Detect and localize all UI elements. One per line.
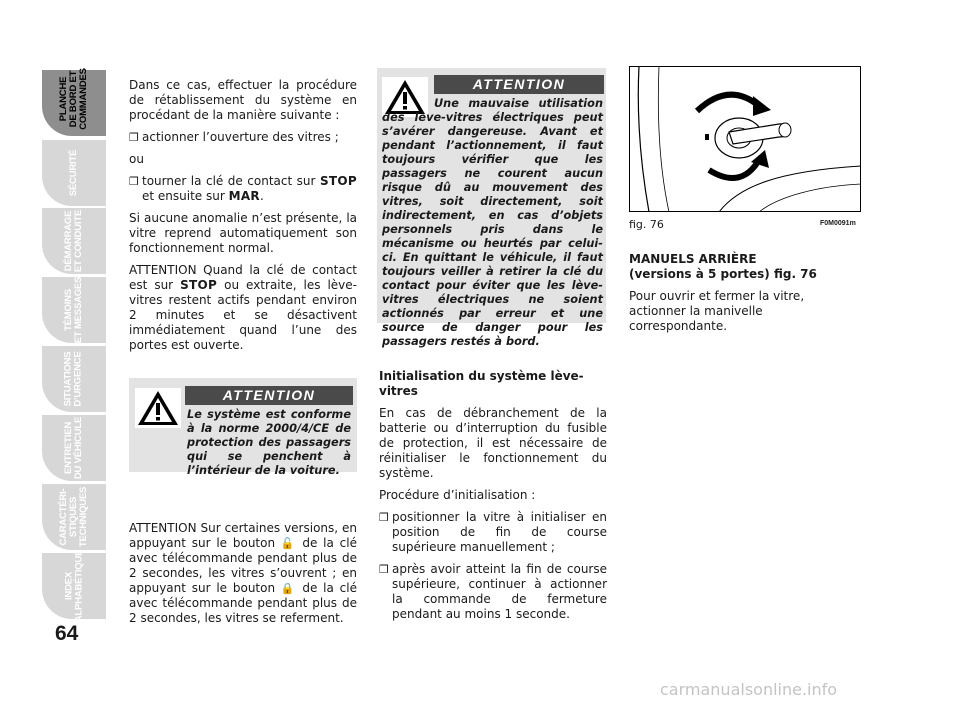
tab-label: PLANCHE DE BORD ET COMMANDES (57, 68, 89, 130)
padlock-closed-icon: 🔒 (280, 582, 297, 595)
section-heading: Initialisation du système lève-vitres (379, 369, 584, 398)
tab-label: TÉMOINS ET MESSAGES (63, 276, 84, 344)
tab-label: SITUATIONS D’URGENCE (63, 351, 84, 407)
or-text: ou (129, 152, 144, 166)
tab-securite[interactable] (42, 140, 106, 206)
tab-planche-de-bord[interactable] (42, 70, 106, 136)
checkbox-bullet-icon: ❒ (129, 131, 139, 144)
intro-paragraph: Dans ce cas, effectuer la procédure de rétablissement du système en procédant de la manière suivante : (129, 78, 357, 122)
left-column-bottom (129, 521, 357, 633)
page-number: 64 (55, 622, 79, 645)
list-item (129, 174, 357, 204)
section-subheading: (versions à 5 portes) fig. 76 (629, 267, 817, 281)
checkbox-bullet-icon: ❒ (379, 563, 389, 576)
list-item (129, 130, 357, 145)
list-item (379, 510, 607, 555)
right-column (629, 252, 861, 341)
tab-label: CARACTÉRI- STIQUES TECHNIQUES (57, 486, 89, 548)
attention-banner: ATTENTION (434, 75, 604, 94)
list-item-text: tourner la clé de contact sur STOP et ensuite sur MAR. (142, 174, 357, 203)
watermark: carmanualsonline.info (660, 680, 838, 699)
remote-key-paragraph: ATTENTION Sur certaines versions, en appuyant sur le bouton 🔓 de la clé avec télécommande pendant plus de 2 secondes, les vitres s’ouvrent ; en appuyant sur le bouton 🔒 de la clé avec télécommande pendant plus de 2 secondes, les vitres se referment. (129, 521, 357, 625)
list-item-text: après avoir atteint la fin de course supérieure, continuer à actionner la commande de fermeture pendant au moins 1 seconde. (392, 562, 607, 621)
tab-label: DÉMARRAGE ET CONDUITE (62, 209, 84, 273)
paragraph: Pour ouvrir et fermer la vitre, actionner la manivelle correspondante. (629, 289, 805, 333)
tab-situations-urgence[interactable] (42, 346, 106, 412)
figure-window-crank (629, 66, 861, 212)
attention-box-right (377, 68, 606, 348)
tab-label: SÉCURITÉ (68, 149, 79, 197)
tab-index[interactable] (42, 549, 106, 623)
checkbox-bullet-icon: ❒ (379, 511, 389, 524)
tab-caracteristiques[interactable] (42, 484, 106, 550)
paragraph: En cas de débranchement de la batterie ou d’interruption du fusible de protection, il est nécessaire de réinitialiser le fonctionnement du système. (379, 406, 607, 480)
left-column-top (129, 78, 357, 360)
checkbox-bullet-icon: ❒ (129, 175, 139, 188)
attention-text: Le système est conforme à la norme 2000/4/CE de protection des passagers qui se penchent à l’intérieur de la voiture. (187, 408, 351, 477)
middle-column (379, 369, 607, 629)
attention-box-left (129, 378, 357, 477)
section-heading: MANUELS ARRIÈRE (629, 252, 757, 266)
list-item (379, 562, 607, 622)
list-item-text: actionner l’ouverture des vitres ; (142, 130, 339, 144)
figure-caption: fig. 76 (629, 218, 664, 231)
tab-label: ENTRETIEN DU VÉHICULE (62, 416, 84, 480)
figure-code: F0M0091m (820, 220, 856, 227)
padlock-open-icon: 🔓 (280, 537, 297, 550)
window-crank-illustration (629, 66, 861, 212)
list-item-text: positionner la vitre à initialiser en position de fin de course supérieure manuellement ; (392, 510, 607, 554)
no-anomaly-paragraph: Si aucune anomalie n’est présente, la vitre reprend automatiquement son fonctionnement normal. (129, 211, 357, 255)
tab-label: INDEX ALPHABÉTIQUE (63, 549, 84, 623)
paragraph: Procédure d’initialisation : (379, 488, 536, 502)
attention-text: Une mauvaise utilisation des lève-vitres électriques peut s’avérer dangereuse. Avant et pendant l’actionnement, il faut toujours vérifier que les passagers ne courent aucun risque dû au mouvement des vitres, soit directement, soit indirectement, en cas d’objets personnels pris dans le mécanisme ou heurtés par celui-ci. En quittant le véhicule, il faut toujours veiller à retirer la clé du contact pour éviter que les lève-vitres électriques ne soient actionnés par erreur et une source de danger pour les passagers restés à bord. (382, 97, 603, 348)
tab-temoins[interactable] (42, 277, 106, 343)
tab-entretien[interactable] (42, 415, 106, 481)
attention-paragraph: ATTENTION Quand la clé de contact est sur STOP ou extraite, les lève-vitres restent actifs pendant environ 2 minutes et se désactivent immédiatement quand l’une des portes est ouverte. (129, 263, 357, 352)
attention-banner: ATTENTION (185, 386, 353, 405)
tab-demarrage[interactable] (42, 208, 106, 274)
